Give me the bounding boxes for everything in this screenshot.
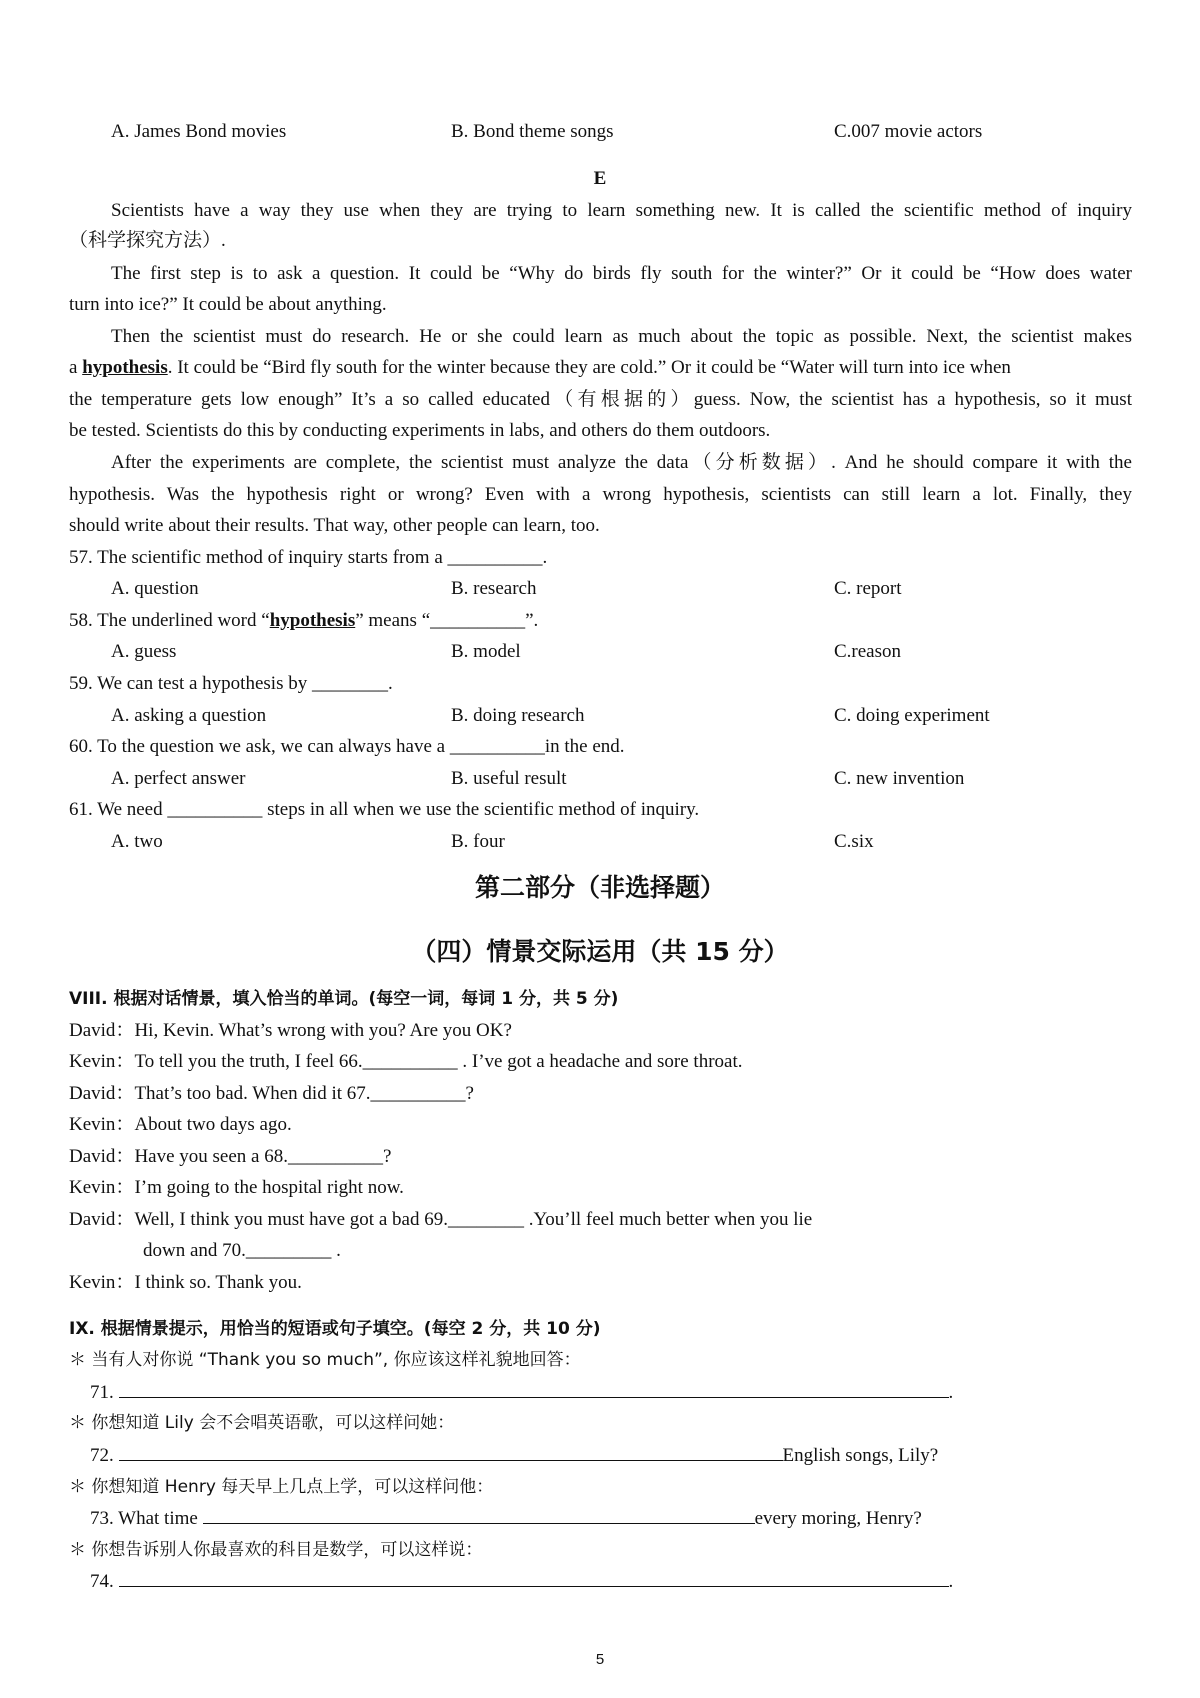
question-57-option-c: C. report: [834, 578, 902, 599]
passage-p2-cont: turn into ice?” It could be about anything.: [69, 294, 387, 315]
item-71-prefix: 71.: [90, 1382, 114, 1403]
passage-p3-line3: the temperature gets low enough” It’s a so called educated（有根据的）guess. Now, the scientist has a hypothesis, so it must: [69, 389, 1132, 410]
question-58-option-c: C.reason: [834, 641, 902, 662]
dialogue-line-3: [69, 1082, 474, 1106]
question-60-option-a: A. perfect answer: [111, 768, 246, 789]
dialogue-text: Well, I think you must have got a bad 69.________ .You’ll feel much better when you lie: [134, 1209, 813, 1230]
dialogue-speaker: Kevin：: [69, 1114, 135, 1135]
dialogue-text: I’m going to the hospital right now.: [134, 1177, 404, 1198]
item-71-suffix: .: [948, 1382, 954, 1403]
question-58-stem-b: ” means “__________”.: [355, 610, 539, 631]
passage-p1-cont: （科学探究方法）.: [69, 230, 226, 251]
section9-title: IX. 根据情景提示，用恰当的短语或句子填空。(每空 2 分，共 10 分): [69, 1319, 601, 1339]
item-73-prefix: 73. What time: [90, 1508, 198, 1529]
dialogue-line-2: [69, 1050, 743, 1074]
question-58-stem-a: 58. The underlined word “: [69, 610, 270, 631]
question-58-option-b: B. model: [451, 641, 521, 662]
dialogue-line-7: [69, 1208, 812, 1232]
item-71-prompt: ＊ 当有人对你说 “Thank you so much”, 你应该这样礼貌地回答：: [69, 1350, 581, 1370]
dialogue-line-6: [69, 1176, 404, 1200]
item-72-prefix: 72.: [90, 1445, 114, 1466]
item-74-suffix: .: [948, 1571, 954, 1592]
question-58-option-a: A. guess: [111, 641, 177, 662]
dialogue-line-5: [69, 1145, 391, 1169]
dialogue-line-1: [69, 1019, 512, 1043]
question-59-option-a: A. asking a question: [111, 705, 267, 726]
item-73-suffix: every moring, Henry?: [754, 1508, 922, 1529]
answer-blank-73[interactable]: [203, 1506, 755, 1524]
question-61-option-b: B. four: [451, 831, 505, 852]
question-61-option-c: C.six: [834, 831, 874, 852]
item-74-prefix: 74.: [90, 1571, 114, 1592]
passage-letter: E: [593, 168, 607, 189]
question-59-option-b: B. doing research: [451, 705, 585, 726]
page-number: 5: [595, 1651, 605, 1668]
passage-p2: The first step is to ask a question. It could be “Why do birds fly south for the winter?” Or it could be “How does water: [111, 263, 1132, 284]
answer-blank-74[interactable]: [119, 1569, 949, 1587]
item-72-prompt: ＊ 你想知道 Lily 会不会唱英语歌，可以这样问她：: [69, 1413, 455, 1433]
dialogue-text: Hi, Kevin. What’s wrong with you? Are you OK?: [134, 1020, 512, 1041]
dialogue-speaker: David：: [69, 1083, 135, 1104]
dialogue-text: I think so. Thank you.: [134, 1272, 302, 1293]
part2-title: 第二部分（非选择题）: [474, 873, 725, 902]
item-72-answer: [90, 1443, 938, 1468]
question-59-option-c: C. doing experiment: [834, 705, 990, 726]
dialogue-line-4: [69, 1113, 292, 1137]
answer-blank-71[interactable]: [119, 1380, 949, 1398]
passage-p3-line4: be tested. Scientists do this by conducting experiments in labs, and others do them outdoors.: [69, 420, 771, 441]
hypothesis-underlined: hypothesis: [82, 357, 168, 378]
dialogue-text: down and 70._________ .: [143, 1240, 341, 1261]
question-57-option-b: B. research: [451, 578, 537, 599]
item-74-prompt: ＊ 你想告诉别人你最喜欢的科目是数学，可以这样说：: [69, 1540, 483, 1560]
dialogue-text: Have you seen a 68.__________?: [134, 1146, 392, 1167]
section8-title: VIII. 根据对话情景，填入恰当的单词。(每空一词，每词 1 分，共 5 分): [69, 989, 619, 1009]
dialogue-text: About two days ago.: [134, 1114, 292, 1135]
dialogue-speaker: Kevin：: [69, 1177, 135, 1198]
question-58-word: hypothesis: [269, 610, 356, 631]
question-61-option-a: A. two: [111, 831, 163, 852]
question-59-stem: 59. We can test a hypothesis by ________.: [69, 673, 393, 694]
answer-blank-72[interactable]: [119, 1443, 783, 1461]
p3-line2-b: . It could be “Bird fly south for the winter because they are cold.” Or it could be “Water will turn into ice when: [167, 357, 1011, 378]
section4-title: （四）情景交际运用（共 15 分）: [411, 937, 789, 966]
passage-p4: After the experiments are complete, the scientist must analyze the data（分析数据）. And he should compare it with the: [111, 452, 1132, 473]
item-71-answer: [90, 1380, 953, 1405]
question-60-option-c: C. new invention: [834, 768, 965, 789]
item-72-suffix: English songs, Lily?: [782, 1445, 939, 1466]
dialogue-speaker: Kevin：: [69, 1272, 135, 1293]
option-a: A. James Bond movies: [111, 121, 287, 142]
dialogue-speaker: David：: [69, 1146, 135, 1167]
dialogue-line-8: [143, 1239, 341, 1263]
option-b: B. Bond theme songs: [451, 121, 614, 142]
passage-p3: Then the scientist must do research. He or she could learn as much about the topic as possible. Next, the scientist makes: [111, 326, 1132, 347]
dialogue-line-9: [69, 1271, 302, 1295]
dialogue-speaker: Kevin：: [69, 1051, 135, 1072]
item-74-answer: [90, 1569, 953, 1594]
passage-p4-line2: hypothesis. Was the hypothesis right or wrong? Even with a wrong hypothesis, scientists can still learn a lot. Finally, they: [69, 484, 1132, 505]
dialogue-speaker: David：: [69, 1209, 135, 1230]
question-57-option-a: A. question: [111, 578, 199, 599]
dialogue-text: To tell you the truth, I feel 66.__________ . I’ve got a headache and sore throat.: [134, 1051, 743, 1072]
dialogue-text: That’s too bad. When did it 67.__________?: [134, 1083, 474, 1104]
question-60-option-b: B. useful result: [451, 768, 567, 789]
question-57-stem: 57. The scientific method of inquiry starts from a __________.: [69, 547, 548, 568]
question-58-stem: [69, 609, 538, 633]
passage-p3-line2: [69, 356, 1132, 380]
item-73-prompt: ＊ 你想知道 Henry 每天早上几点上学，可以这样问他：: [69, 1477, 494, 1497]
option-c: C.007 movie actors: [834, 121, 983, 142]
dialogue-speaker: David：: [69, 1020, 135, 1041]
passage-p4-line3: should write about their results. That way, other people can learn, too.: [69, 515, 600, 536]
p3-line2-a: a: [69, 357, 78, 378]
question-60-stem: 60. To the question we ask, we can always have a __________in the end.: [69, 736, 625, 757]
passage-p1: Scientists have a way they use when they are trying to learn something new. It is called the scientific method of inquiry: [111, 200, 1132, 221]
item-73-answer: [90, 1506, 922, 1531]
question-61-stem: 61. We need __________ steps in all when we use the scientific method of inquiry.: [69, 799, 700, 820]
